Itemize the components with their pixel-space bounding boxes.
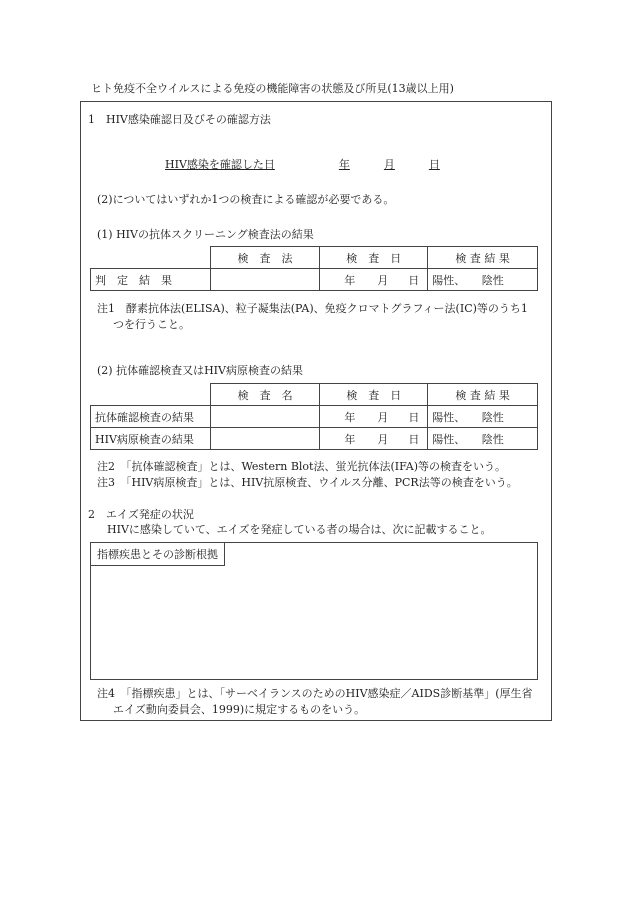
name-input-cell[interactable] [210,406,319,428]
col-date-header: 検 査 日 [320,384,428,406]
document-title: ヒト免疫不全ウイルスによる免疫の機能障害の状態及び所見(13歳以上用) [91,82,454,95]
confirmation-heading: (2) 抗体確認検査又はHIV病原検査の結果 [97,364,303,377]
note1-continued: つを行うこと。 [113,318,190,331]
confirm-month-unit: 月 [383,158,395,171]
note2: 注2 「抗体確認検査」とは、Western Blot法、蛍光抗体法(IFA)等の検査をいう。 [97,460,507,473]
screening-heading: (1) HIVの抗体スクリーニング検査法の結果 [97,228,314,241]
col-result-header: 検 査 結 果 [428,247,538,269]
col-name-header: 検 査 名 [210,384,319,406]
diagnosis-textarea[interactable] [90,542,538,680]
table-row [91,384,538,406]
note1: 注1 酵素抗体法(ELISA)、粒子凝集法(PA)、免疫クロマトグラフィー法(IC)等のうち1 [97,302,528,315]
row-label-pathogen: HIV病原検査の結果 [91,428,211,450]
confirm-day-unit: 日 [428,158,440,171]
confirm-year-unit: 年 [338,158,350,171]
requirement-text: (2)についてはいずれか1つの検査による確認が必要である。 [97,193,395,206]
note3: 注3 「HIV病原検査」とは、HIV抗原検査、ウイルス分離、PCR法等の検査をいう。 [97,476,518,489]
col-result-header: 検 査 結 果 [428,384,538,406]
date-input-cell[interactable]: 年 月 日 [320,269,428,291]
diagnosis-box-label: 指標疾患とその診断根拠 [91,543,225,566]
table-row [91,428,538,450]
table-row [91,406,538,428]
screening-table [90,246,538,291]
col-method-header: 検 査 法 [210,247,320,269]
note4: 注4 「指標疾患」とは、「サーベイランスのためのHIV感染症／AIDS診断基準」(厚生省 [97,687,533,700]
confirmation-table [90,383,538,450]
result-select-cell[interactable]: 陽性、 陰性 [428,406,538,428]
confirm-date-label: HIV感染を確認した日 [165,158,275,171]
section1-heading: 1 HIV感染確認日及びその確認方法 [88,113,271,126]
date-input-cell[interactable]: 年 月 日 [320,406,428,428]
table-row [91,247,538,269]
section2-instruction: HIVに感染していて、エイズを発症している者の場合は、次に記載すること。 [107,523,492,536]
table-row [91,269,538,291]
date-input-cell[interactable]: 年 月 日 [320,428,428,450]
col-date-header: 検 査 日 [320,247,428,269]
name-input-cell[interactable] [210,428,319,450]
confirm-date-line [165,156,448,172]
method-input-cell[interactable] [210,269,320,291]
section2-heading: 2 エイズ発症の状況 [88,508,194,521]
row-label-antibody: 抗体確認検査の結果 [91,406,211,428]
row-label-judgement: 判 定 結 果 [91,269,211,291]
note4-continued: エイズ動向委員会、1999)に規定するものをいう。 [113,703,366,716]
result-select-cell[interactable]: 陽性、 陰性 [428,428,538,450]
result-select-cell[interactable]: 陽性、 陰性 [428,269,538,291]
